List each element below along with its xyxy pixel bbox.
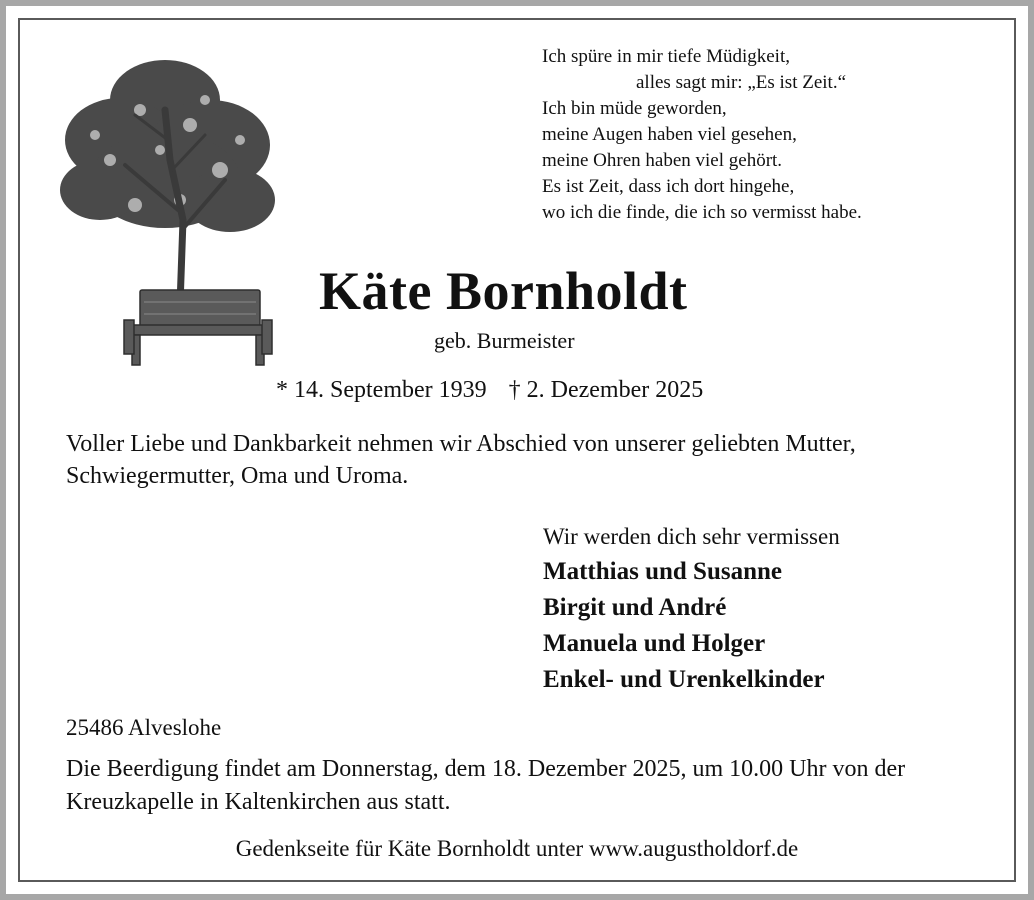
family-member: Birgit und André [543,594,727,621]
poem-line: wo ich die finde, die ich so vermisst habe. [542,202,862,223]
poem-line: Es ist Zeit, dass ich dort hingehe, [542,176,795,197]
poem-line: meine Augen haben viel gesehen, [542,124,797,145]
family-member: Manuela und Holger [543,630,766,657]
farewell-message: Voller Liebe und Dankbarkeit nehmen wir Abschied von unserer geliebten Mutter, Schwiegermutter, Oma und Uroma. [66,431,856,489]
deceased-name: Käte Bornholdt [319,261,688,321]
family-intro: Wir werden dich sehr vermissen [543,524,840,549]
death-date: † 2. Dezember 2025 [508,377,704,403]
poem [542,44,862,226]
poem-line: Ich spüre in mir tiefe Müdigkeit, [542,46,790,67]
family-member: Matthias und Susanne [543,558,782,585]
family-member: Enkel- und Urenkelkinder [543,666,825,693]
place: 25486 Alveslohe [66,715,222,740]
poem-line: Ich bin müde geworden, [542,98,727,119]
birth-date: * 14. September 1939 [276,377,487,403]
family-signatures [543,520,840,698]
poem-line: meine Ohren haben viel gehört. [542,150,783,171]
life-dates [276,377,703,404]
tree-and-bench-icon [40,40,285,370]
poem-line: alles sagt mir: „Es ist Zeit.“ [636,72,847,93]
funeral-notice: Die Beerdigung findet am Donnerstag, dem 18. Dezember 2025, um 10.00 Uhr von der Kreuzkapelle in Kaltenkirchen aus statt. [66,756,906,815]
birth-name: geb. Burmeister [434,328,575,353]
memorial-page-link[interactable]: Gedenkseite für Käte Bornholdt unter www.augustholdorf.de [235,836,799,861]
